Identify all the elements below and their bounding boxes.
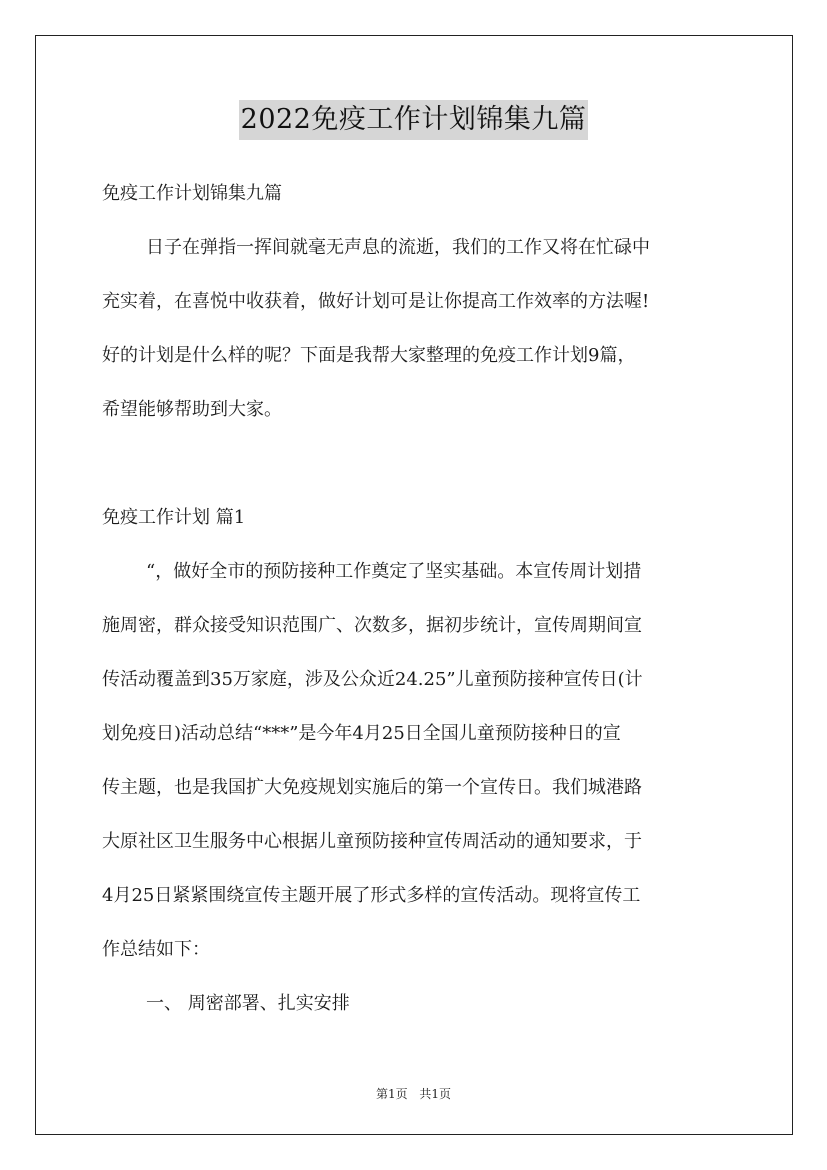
page-total: 共1页: [419, 1087, 452, 1101]
section-line-5: 传主题，也是我国扩大免疫规划实施后的第一个宣传日。我们城港路: [102, 777, 642, 798]
document-subtitle: 免疫工作计划锦集九篇: [102, 183, 282, 204]
section-line-2: 施周密，群众接受知识范围广、次数多，据初步统计，宣传周期间宣: [102, 615, 642, 636]
section-line-4: 划免疫日)活动总结“***”是今年4月25日全国儿童预防接种日的宣: [102, 723, 621, 744]
section-item-1: 一、 周密部署、扎实安排: [146, 993, 350, 1014]
section-line-8: 作总结如下：: [102, 939, 210, 960]
document-title: 2022免疫工作计划锦集九篇: [239, 100, 589, 140]
intro-line-3: 好的计划是什么样的呢？下面是我帮大家整理的免疫工作计划9篇，: [102, 345, 636, 366]
title-container: [0, 100, 827, 140]
intro-line-4: 希望能够帮助到大家。: [102, 399, 282, 420]
section-line-1: “，做好全市的预防接种工作奠定了坚实基础。本宣传周计划措: [146, 561, 642, 582]
section-line-7: 4月25日紧紧围绕宣传主题开展了形式多样的宣传活动。现将宣传工: [102, 885, 641, 906]
section-heading: 免疫工作计划 篇1: [102, 507, 246, 528]
page-footer: [0, 1085, 827, 1102]
intro-line-1: 日子在弹指一挥间就毫无声息的流逝，我们的工作又将在忙碌中: [146, 237, 650, 258]
page-number: 第1页: [375, 1087, 408, 1101]
section-line-3: 传活动覆盖到35万家庭，涉及公众近24.25”儿童预防接种宣传日(计: [102, 669, 643, 690]
section-line-6: 大原社区卫生服务中心根据儿童预防接种宣传周活动的通知要求，于: [102, 831, 642, 852]
intro-line-2: 充实着，在喜悦中收获着，做好计划可是让你提高工作效率的方法喔!: [102, 291, 650, 312]
